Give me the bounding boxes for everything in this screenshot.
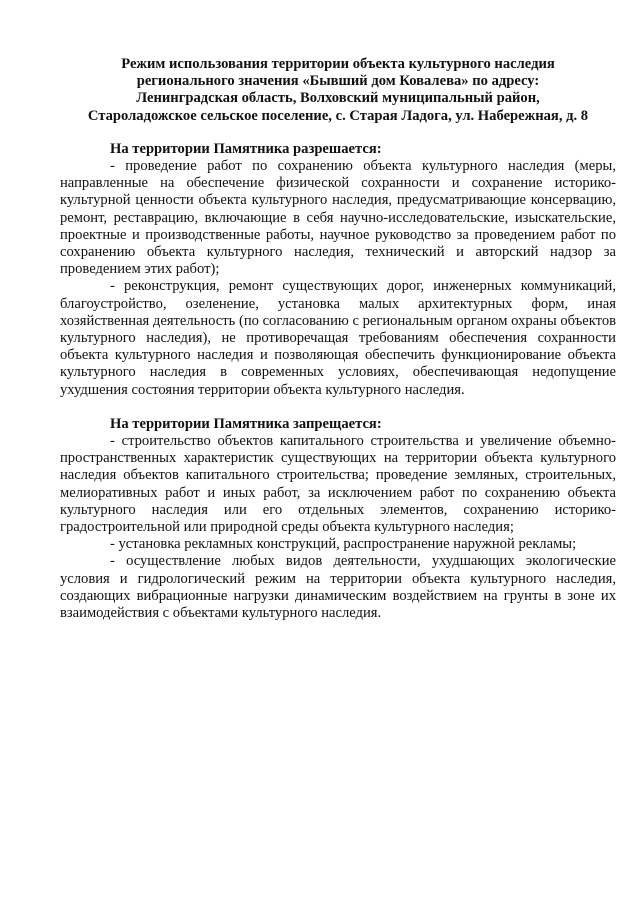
prohibited-item: - строительство объектов капитального строительства и увеличение объемно-пространственных характеристик существующих на территории объекта культурного наследия объектов капитального строительства; проведение земляных, строительных, мелиоративных работ и иных работ, за исключением работ по сохранению объекта культурного наследия или его отдельных элементов, сохранению историко-градостроительной или природной среды объекта культурного наследия; [60,433,616,536]
allowed-item: - проведение работ по сохранению объекта культурного наследия (меры, направленные на обеспечение физической сохранности и сохранение историко-культурной ценности объекта культурного наследия, предусматривающие консервацию, ремонт, реставрацию, включающие в себя научно-исследовательские, изыскательские, проектные и производственные работы, научное руководство за проведением работ по сохранению объекта культурного наследия, технический и авторский надзор за проведением этих работ); [60,158,616,278]
allowed-heading: На территории Памятника разрешается: [110,140,382,157]
section-spacer [60,399,616,416]
document-title [60,56,616,125]
title-line-1: Режим использования территории объекта культурного наследия [121,56,555,72]
prohibited-item: - установка рекламных конструкций, распространение наружной рекламы; [110,536,577,553]
prohibited-heading: На территории Памятника запрещается: [110,415,382,432]
title-line-2: регионального значения «Бывший дом Ковалева» по адресу: [136,73,540,90]
title-line-4: Староладожское сельское поселение, с. Старая Ладога, ул. Набережная, д. 8 [87,107,589,124]
title-line-3: Ленинградская область, Волховский муниципальный район, [136,90,540,107]
prohibited-item: - осуществление любых видов деятельности, ухудшающих экологические условия и гидрологический режим на территории объекта культурного наследия, создающих вибрационные нагрузки динамическим воздействием на грунты в зоне их взаимодействия с объектами культурного наследия. [60,553,616,622]
allowed-section [60,141,616,399]
prohibited-section [60,416,616,622]
allowed-item: - реконструкция, ремонт существующих дорог, инженерных коммуникаций, благоустройство, озеленение, установка малых архитектурных форм, иная хозяйственная деятельность (по согласованию с региональным органом охраны объектов культурного наследия), не противоречащая требованиям обеспечения сохранности объекта культурного наследия и позволяющая обеспечить функционирование объекта культурного наследия в современных условиях, обеспечивающая недопущение ухудшения состояния территории объекта культурного наследия. [60,278,617,398]
document-page [60,56,616,622]
